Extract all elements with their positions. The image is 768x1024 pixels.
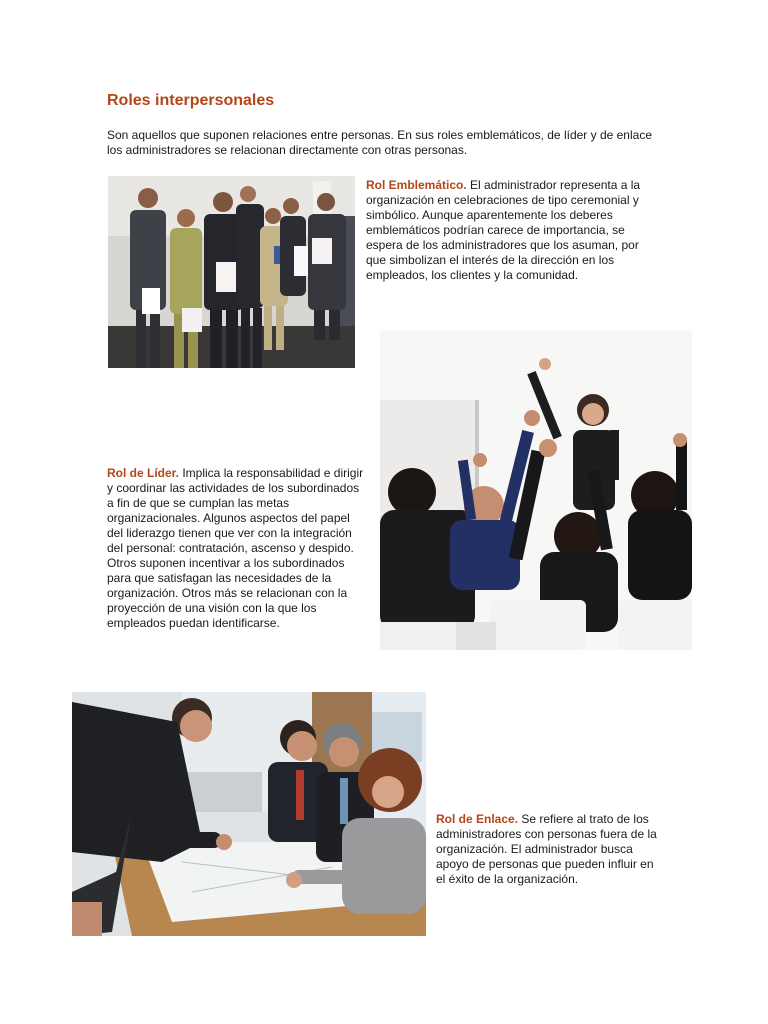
page-title: Roles interpersonales bbox=[107, 92, 275, 109]
rol-lider-paragraph bbox=[107, 466, 369, 631]
rol-enlace-heading: Rol de Enlace. bbox=[436, 812, 519, 826]
rol-lider-text: Implica la responsabilidad e dirigir y coordinar las actividades de los subordinados a fin de que se cumplan las metas organizacionales. Algunos aspectos del papel del liderazgo tienen que ver con la integración del personal: contratación, ascenso y despido. Otros suponen incentivar a los subordinados para que satisfagan las necesidades de la organización. Otros más se relacionan con la proyección de una visión con la que los empleados puedan identificarse. bbox=[107, 466, 364, 630]
leader-celebration-photo bbox=[380, 330, 692, 650]
rol-enlace-text: Se refiere al trato de los administradores con personas fuera de la organización. El administrador busca apoyo de personas que pueden influir en el éxito de la organización. bbox=[436, 812, 657, 886]
rol-lider-heading: Rol de Líder. bbox=[107, 466, 180, 480]
rol-emblematico-text: El administrador representa a la organización en celebraciones de tipo ceremonial y simbólico. Aunque aparentemente los deberes emblemáticos podrían carece de importancia, se espera de los administradores que los asuman, por que simbolizan el interés de la dirección en los empleados, los clientes y la comunidad. bbox=[366, 178, 641, 282]
rol-emblematico-heading: Rol Emblemático. bbox=[366, 178, 467, 192]
business-meeting-photo bbox=[72, 692, 426, 936]
rol-enlace-paragraph bbox=[436, 812, 664, 887]
ceremony-group-photo bbox=[108, 176, 355, 368]
intro-paragraph: Son aquellos que suponen relaciones entre personas. En sus roles emblemáticos, de líder y de enlace los administradores se relacionan directamente con otras personas. bbox=[107, 128, 652, 157]
rol-emblematico-paragraph bbox=[366, 178, 656, 283]
